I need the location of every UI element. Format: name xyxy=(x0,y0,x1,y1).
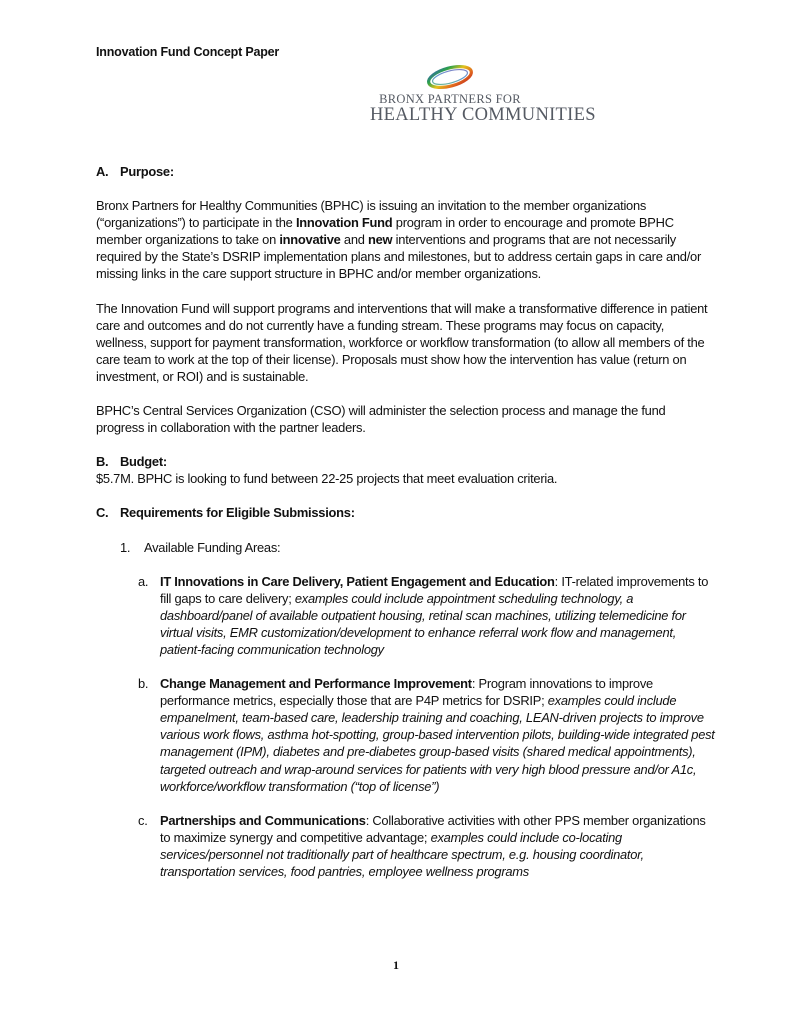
purpose-paragraph-1 xyxy=(96,197,716,282)
section-b-title: Budget: xyxy=(120,454,167,470)
section-c-heading xyxy=(96,504,716,521)
document-body xyxy=(96,163,716,880)
rainbow-ring-logo-icon xyxy=(422,64,478,90)
text-run: and xyxy=(340,232,369,248)
funding-area-text: : Collaborative activities with other PPS member organizations to maximize synergy and competitive advantage; xyxy=(160,812,706,845)
logo-text-line2: HEALTHY COMMUNITIES xyxy=(370,105,596,125)
funding-area-title: Partnerships and Communications xyxy=(160,812,366,828)
sub-letter: a. xyxy=(138,573,149,589)
purpose-paragraph-3: BPHC’s Central Services Organization (CSO) will administer the selection process and manage the fund progress in collaboration with the partner leaders. xyxy=(96,403,666,436)
text-run: Bronx Partners for Healthy Communities (BPHC) is issuing an invitation to the member organizations (“organizations”) to participate in the xyxy=(96,198,647,231)
funding-area-title: Change Management and Performance Improvement xyxy=(160,676,472,692)
section-a-heading xyxy=(96,163,716,180)
bold-run: Innovation Fund xyxy=(295,215,393,231)
page-number: 1 xyxy=(393,958,399,972)
bold-run: new xyxy=(368,232,393,248)
section-a-title: Purpose: xyxy=(120,164,174,179)
funding-area-examples: examples could include empanelment, team-based care, leadership training and coaching, LEAN-driven projects to improve various work flows, asthma hot-spotting, group-based intervention pilots, building-wide integrated pest management (IPM), diabetes and pre-diabetes group-based visits (shared medical appointments), targeted outreach and wrap-around services for patients with very high blood pressure and/or A1c, workforce/workflow transformation (“top of license”) xyxy=(160,693,715,794)
item-label: Available Funding Areas: xyxy=(144,539,281,555)
budget-text: $5.7M. BPHC is looking to fund between 22-25 projects that meet evaluation criteria. xyxy=(96,471,558,487)
section-c-title: Requirements for Eligible Submissions: xyxy=(120,505,355,521)
sub-letter: b. xyxy=(138,676,149,692)
funding-area-examples: examples could include appointment scheduling technology, a dashboard/panel of available outpatient housing, retinal scan machines, utilizing telemedicine for virtual visits, EMR customization/development to enhance referral work flow and management, patient-facing communication technology xyxy=(160,590,686,657)
funding-area-title: IT Innovations in Care Delivery, Patient Engagement and Education xyxy=(160,573,555,589)
item-number: 1. xyxy=(120,539,131,555)
section-c-number: C. xyxy=(96,505,109,521)
section-a-number: A. xyxy=(96,164,109,179)
funding-area-text: : Program innovations to improve performance metrics, especially those that are P4P metrics for DSRIP; xyxy=(160,676,653,709)
sub-letter: c. xyxy=(138,812,148,828)
bphc-logo xyxy=(370,64,596,126)
logo-text-line1: BRONX PARTNERS FOR xyxy=(379,92,521,106)
purpose-paragraph-2: The Innovation Fund will support programs and interventions that will make a transformative difference in patient care and outcomes and do not currently have a funding stream. These programs may focus on capacity, wellness, support for payment transformation, workforce or workflow transformation (to allow all members of the care team to work at the top of their license). Proposals must show how the intervention has value (return on investment, or ROI) and is sustainable. xyxy=(96,300,708,384)
document-header-title: Innovation Fund Concept Paper xyxy=(96,45,280,59)
section-b-heading xyxy=(96,453,716,470)
funding-area-examples: examples could include co-locating services/personnel not traditionally part of healthcare spectrum, e.g. housing coordinator, transportation services, food pantries, employee wellness programs xyxy=(160,829,644,879)
bold-run: innovative xyxy=(279,232,341,248)
funding-area-a xyxy=(138,573,716,658)
text-run: interventions and programs that are not necessarily required by the State’s DSRIP implementation plans and milestones, but to address certain gaps in care and/or missing links in the care support structure in BPHC and/or member organizations. xyxy=(96,232,701,282)
section-b-number: B. xyxy=(96,454,109,470)
numbered-item-1 xyxy=(120,539,716,556)
funding-area-b xyxy=(138,675,716,795)
funding-area-text: : IT-related improvements to fill gaps to care delivery; xyxy=(160,573,709,606)
text-run: program in order to encourage and promote BPHC member organizations to take on xyxy=(96,215,674,248)
funding-area-c xyxy=(138,812,716,880)
